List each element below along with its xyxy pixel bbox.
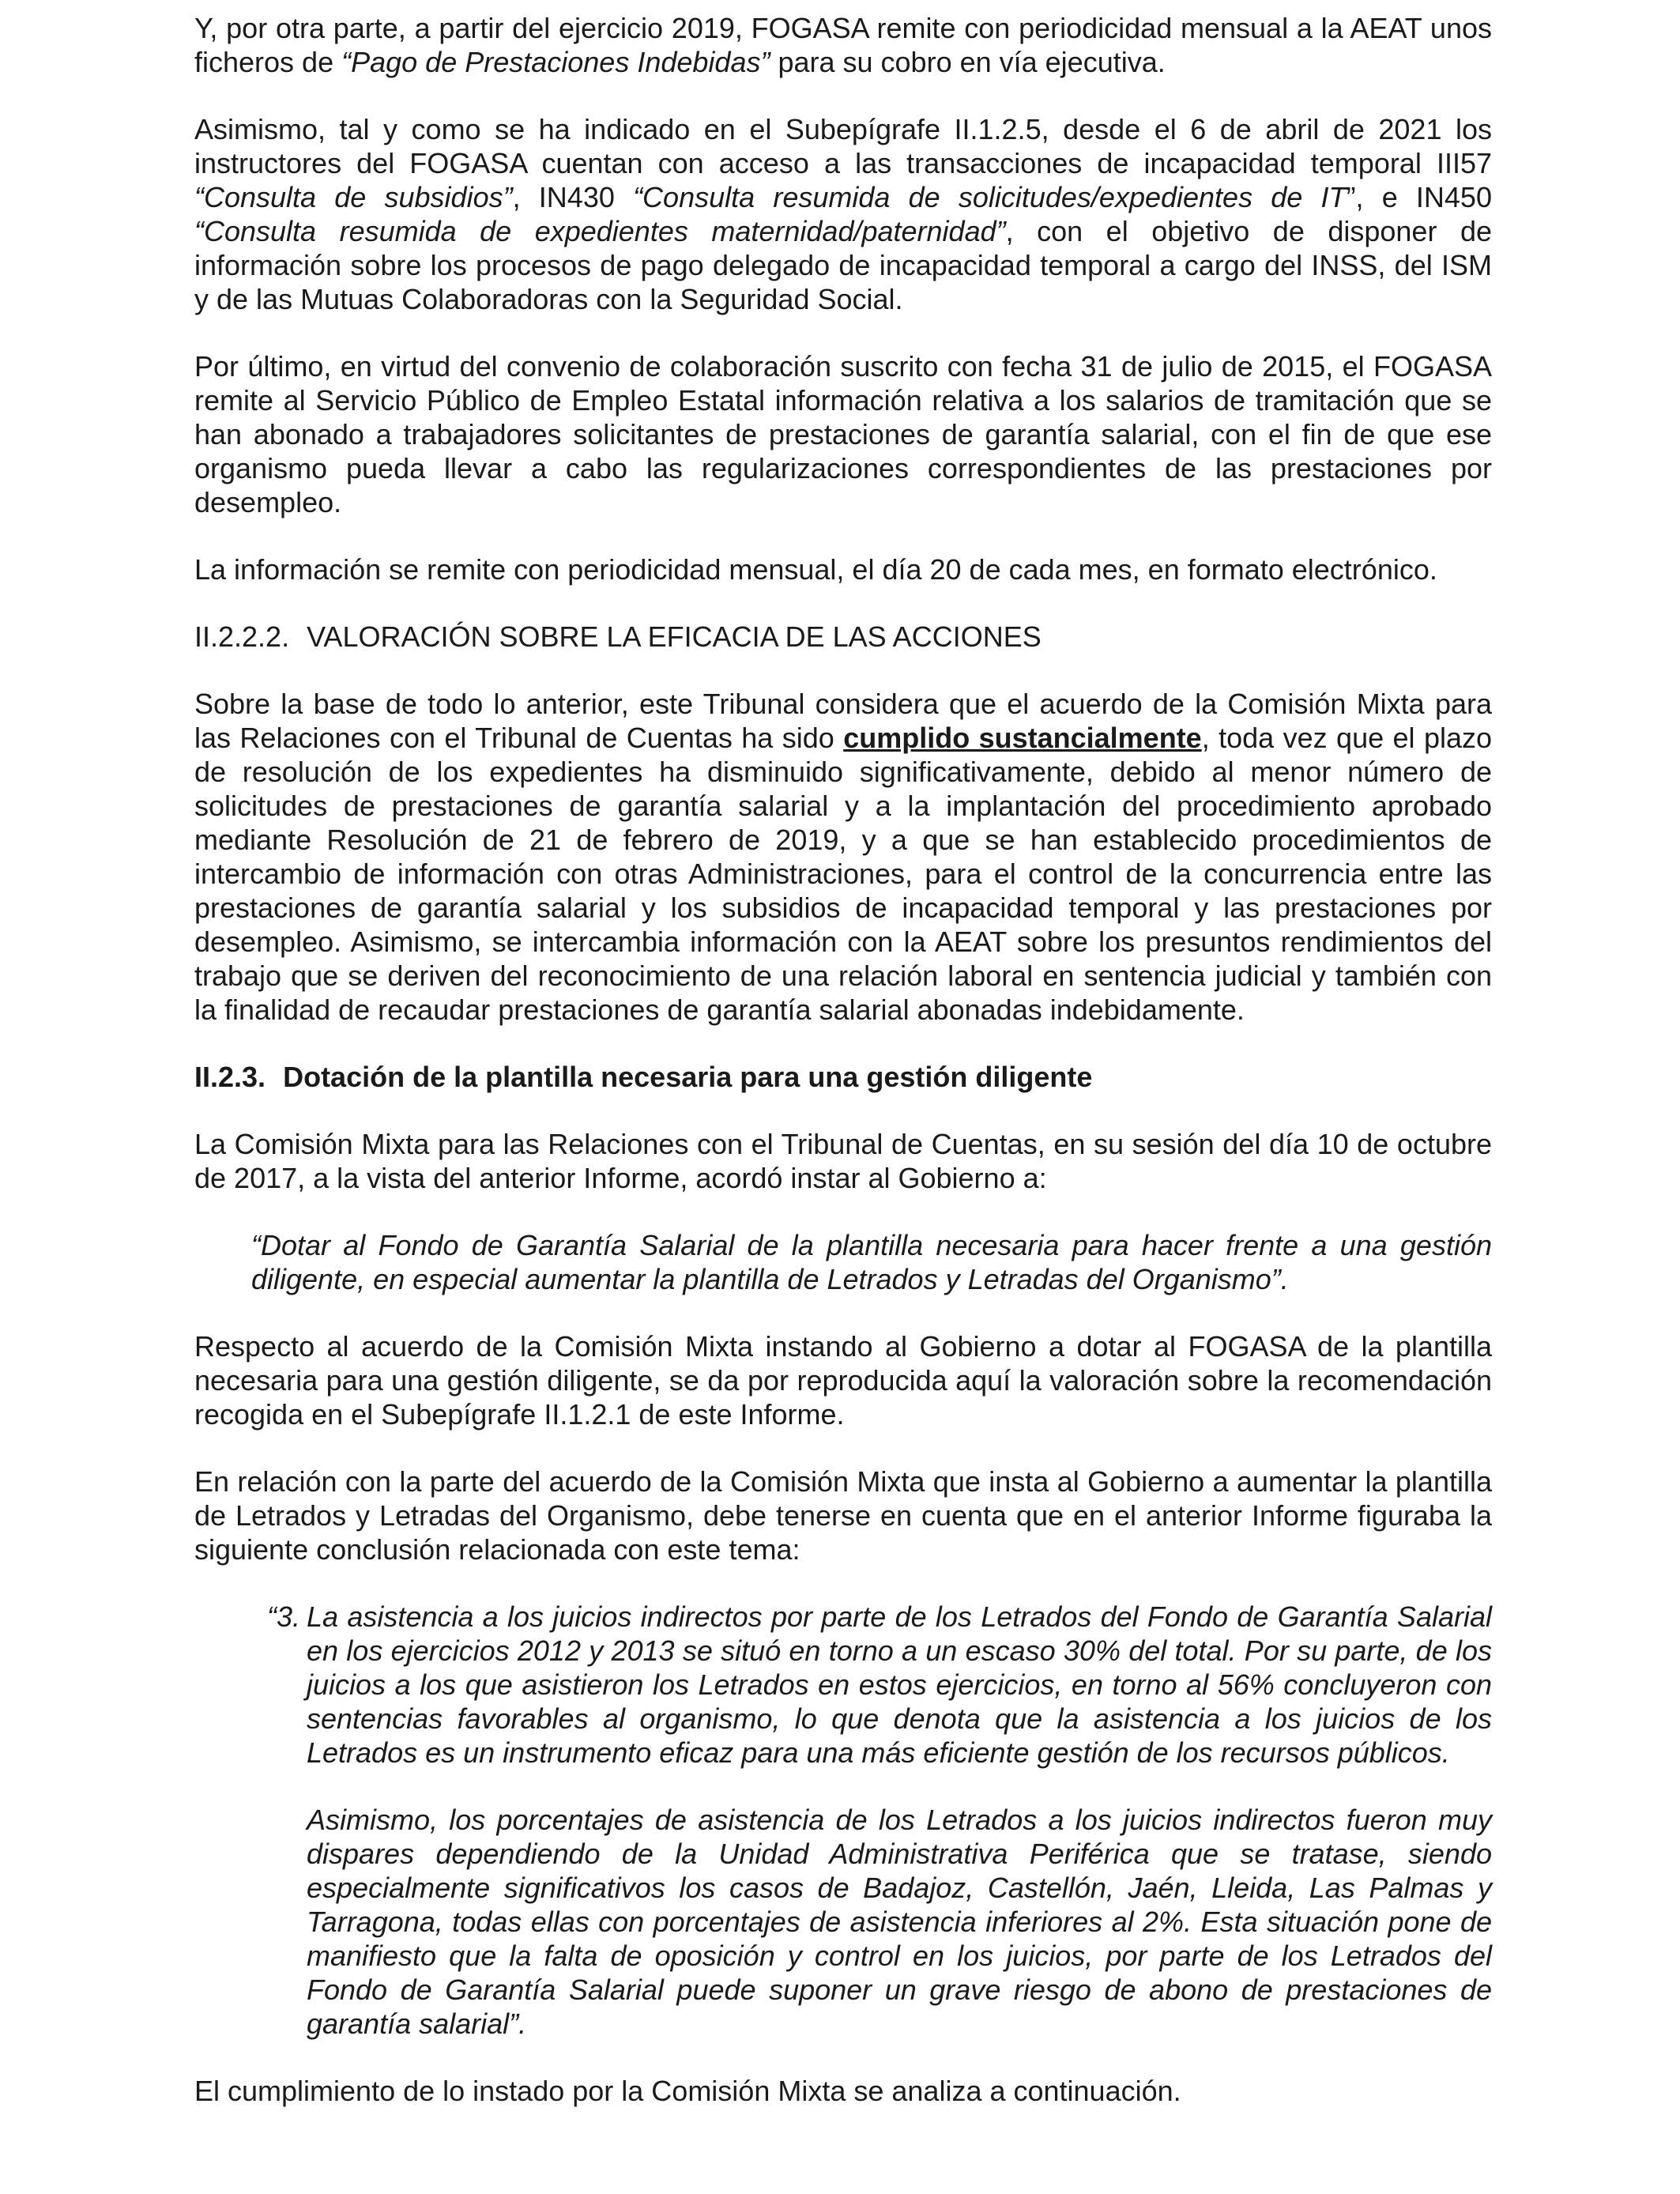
section-heading-valoracion: II.2.2.2. VALORACIÓN SOBRE LA EFICACIA DE LAS ACCIONES [194, 620, 1042, 653]
quote-conclusion-part-b: Asimismo, los porcentajes de asistencia de los Letrados a los juicios indirectos fueron muy dispares dependiendo de la Unidad Administrativa Periférica que se tratase, siendo especialmente significativos los casos de Badajoz, Castellón, Jaén, Lleida, Las Palmas y Tarragona, todas ellas con porcentajes de asistencia inferiores al 2%. Esta situación pone de manifiesto que la falta de oposición y control en los juicios, por parte de los Letrados del Fondo de Garantía Salarial puede suponer un grave riesgo de abono de prestaciones de garantía salarial”. [307, 1804, 1492, 2040]
paragraph-respecto: Respecto al acuerdo de la Comisión Mixta instando al Gobierno a dotar al FOGASA de la plantilla necesaria para una gestión diligente, se da por reproducida aquí la valoración sobre la recomendación recogida en el Subepígrafe II.1.2.1 de este Informe. [194, 1330, 1492, 1431]
paragraph-sepe-agreement: Por último, en virtud del convenio de colaboración suscrito con fecha 31 de julio de 2015, el FOGASA remite al Servicio Público de Empleo Estatal información relativa a los salarios de tramitación que se han abonado a trabajadores solicitantes de prestaciones de garantía salarial, con el fin de que ese organismo pueda llevar a cabo las regularizaciones correspondientes de las prestaciones por desempleo. [194, 350, 1492, 518]
section-heading-dotacion: II.2.3. Dotación de la plantilla necesaria para una gestión diligente [194, 1061, 1093, 1093]
paragraph-aeat-files: Y, por otra parte, a partir del ejercicio 2019, FOGASA remite con periodicidad mensual a la AEAT unos ficheros de “Pago de Prestaciones Indebidas” para su cobro en vía ejecutiva. [194, 12, 1492, 78]
paragraph-transactions: Asimismo, tal y como se ha indicado en el Subepígrafe II.1.2.5, desde el 6 de abril de 2021 los instructores del FOGASA cuentan con acceso a las transacciones de incapacidad temporal III57 “Consulta de subsidios”, IN430 “Consulta resumida de solicitudes/expedientes de IT”, e IN450 “Consulta resumida de expedientes maternidad/paternidad”, con el objetivo de disponer de información sobre los procesos de pago delegado de incapacidad temporal a cargo del INSS, del ISM y de las Mutuas Colaboradoras con la Seguridad Social. [194, 113, 1492, 315]
paragraph-monthly-info: La información se remite con periodicidad mensual, el día 20 de cada mes, en formato electrónico. [194, 553, 1437, 586]
paragraph-assessment: Sobre la base de todo lo anterior, este Tribunal considera que el acuerdo de la Comisión Mixta para las Relaciones con el Tribunal de Cuentas ha sido cumplido sustancialmente, toda vez que el plazo de resolución de los expedientes ha disminuido significativamente, debido al menor número de solicitudes de prestaciones de garantía salarial y a la implantación del procedimiento aprobado mediante Resolución de 21 de febrero de 2019, y a que se han establecido procedimientos de intercambio de información con otras Administraciones, para el control de la concurrencia entre las prestaciones de garantía salarial y los subsidios de incapacidad temporal y las prestaciones por desempleo. Asimismo, se intercambia información con la AEAT sobre los presuntos rendimientos del trabajo que se deriven del reconocimiento de una relación laboral en sentencia judicial y también con la finalidad de recaudar prestaciones de garantía salarial abonadas indebidamente. [194, 688, 1493, 1026]
paragraph-closing: El cumplimiento de lo instado por la Comisión Mixta se analiza a continuación. [194, 2075, 1181, 2107]
paragraph-comision-session: La Comisión Mixta para las Relaciones con el Tribunal de Cuentas, en su sesión del día 10 de octubre de 2017, a la vista del anterior Informe, acordó instar al Gobierno a: [194, 1128, 1492, 1194]
paragraph-relacion: En relación con la parte del acuerdo de la Comisión Mixta que insta al Gobierno a aumentar la plantilla de Letrados y Letradas del Organismo, debe tenerse en cuenta que en el anterior Informe figuraba la siguiente conclusión relacionada con este tema: [194, 1465, 1492, 1566]
quote-dotar: “Dotar al Fondo de Garantía Salarial de la plantilla necesaria para hacer frente a una gestión diligente, en especial aumentar la plantilla de Letrados y Letradas del Organismo”. [251, 1229, 1492, 1295]
quote-conclusion-part-a: La asistencia a los juicios indirectos por parte de los Letrados del Fondo de Garantía Salarial en los ejercicios 2012 y 2013 se situó en torno a un escaso 30% del total. Por su parte, de los juicios a los que asistieron los Letrados en estos ejercicios, en torno al 56% concluyeron con sentencias favorables al organismo, lo que denota que la asistencia a los juicios de los Letrados es un instrumento eficaz para una más eficiente gestión de los recursos públicos. [307, 1600, 1492, 1769]
quote-conclusion-3: “3. La asistencia a los juicios indirectos por parte de los Letrados del Fondo de Garantía Salarial en los ejercicios 2012 y 2013 se situó en torno a un escaso 30% del total. Por su parte, de los juicios a los que asistieron los Letrados en estos ejercicios, en torno al 56% concluyeron con sentencias favorables al organismo, lo que denota que la asistencia a los juicios de los Letrados es un instrumento eficaz para una más eficiente gestión de los recursos públicos. Asimismo, los porcentajes de asistencia de los Letrados a los juicios indirectos fueron muy dispares dependiendo de la Unidad Administrativa Periférica que se tratase, siendo especialmente significativos los casos de Badajoz, Castellón, Jaén, Lleida, Las Palmas y Tarragona, todas ellas con porcentajes de asistencia inferiores al 2%. Esta situación pone de manifiesto que la falta de oposición y control en los juicios, por parte de los Letrados del Fondo de Garantía Salarial puede suponer un grave riesgo de abono de prestaciones de garantía salarial”. [267, 1600, 1492, 2040]
highlight-cumplido: cumplido sustancialmente [843, 722, 1202, 754]
